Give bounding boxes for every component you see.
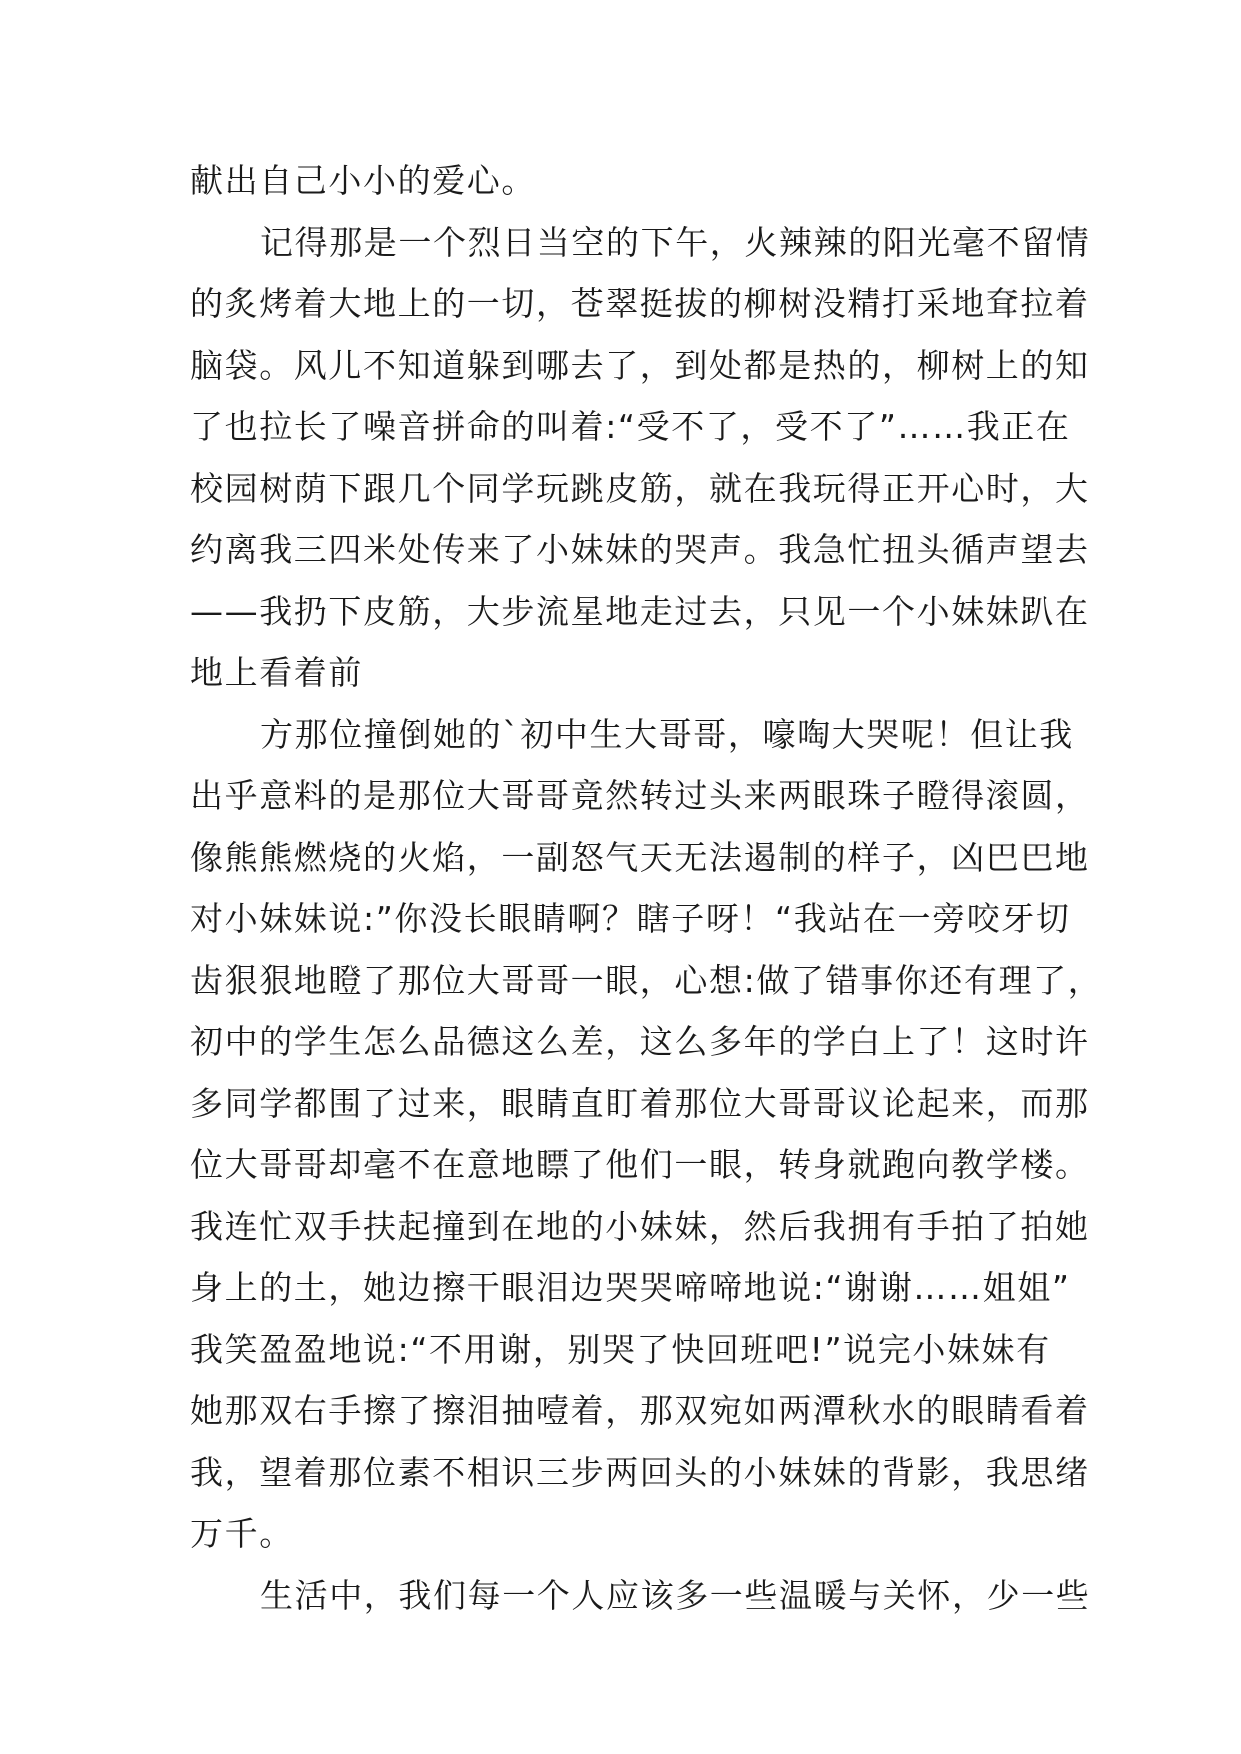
text-line: 多同学都围了过来，眼睛直盯着那位大哥哥议论起来，而那 <box>190 1083 1090 1123</box>
text-line: 校园树荫下跟几个同学玩跳皮筋，就在我玩得正开心时，大 <box>190 468 1090 508</box>
text-line: 我连忙双手扶起撞到在地的小妹妹，然后我拥有手拍了拍她 <box>190 1206 1090 1246</box>
text-line: ——我扔下皮筋，大步流星地走过去，只见一个小妹妹趴在 <box>190 591 1090 631</box>
text-line: 她那双右手擦了擦泪抽噎着，那双宛如两潭秋水的眼睛看着 <box>190 1391 1090 1430</box>
text-line: 出乎意料的是那位大哥哥竟然转过头来两眼珠子瞪得滚圆， <box>190 776 1090 815</box>
text-line: 脑袋。风儿不知道躲到哪去了，到处都是热的，柳树上的知 <box>190 345 1090 385</box>
text-line: 地上看着前 <box>190 653 363 692</box>
text-line: 的炙烤着大地上的一切，苍翠挺拔的柳树没精打采地耷拉着 <box>190 284 1090 323</box>
text-line: 初中的学生怎么品德这么差，这么多年的学白上了！这时许 <box>190 1022 1090 1061</box>
text-line: 生活中，我们每一个人应该多一些温暖与关怀，少一些 <box>260 1575 1091 1615</box>
text-line: 记得那是一个烈日当空的下午，火辣辣的阳光毫不留情 <box>260 222 1091 262</box>
text-line: 身上的土，她边擦干眼泪边哭哭啼啼地说:“谢谢……姐姐” <box>190 1268 1071 1307</box>
text-line: 对小妹妹说:”你没长眼睛啊？瞎子呀！“我站在一旁咬牙切 <box>190 899 1071 938</box>
text-line: 齿狠狠地瞪了那位大哥哥一眼，心想:做了错事你还有理了， <box>190 960 1103 1000</box>
text-line: 献出自己小小的爱心。 <box>190 161 536 200</box>
text-line: 了也拉长了噪音拼命的叫着:“受不了，受不了”……我正在 <box>190 407 1071 446</box>
text-line: 位大哥哥却毫不在意地瞟了他们一眼，转身就跑向教学楼。 <box>190 1145 1090 1184</box>
text-line: 我，望着那位素不相识三步两回头的小妹妹的背影，我思绪 <box>190 1452 1090 1492</box>
text-line: 方那位撞倒她的`初中生大哥哥，嚎啕大哭呢！但让我 <box>260 714 1074 754</box>
text-line: 约离我三四米处传来了小妹妹的哭声。我急忙扭头循声望去 <box>190 530 1090 569</box>
text-line: 我笑盈盈地说:“不用谢，别哭了快回班吧!”说完小妹妹有 <box>190 1329 1051 1369</box>
text-line: 万千。 <box>190 1514 294 1553</box>
text-line: 像熊熊燃烧的火焰，一副怒气天无法遏制的样子，凶巴巴地 <box>190 837 1090 877</box>
document-body-text <box>190 150 1103 1626</box>
